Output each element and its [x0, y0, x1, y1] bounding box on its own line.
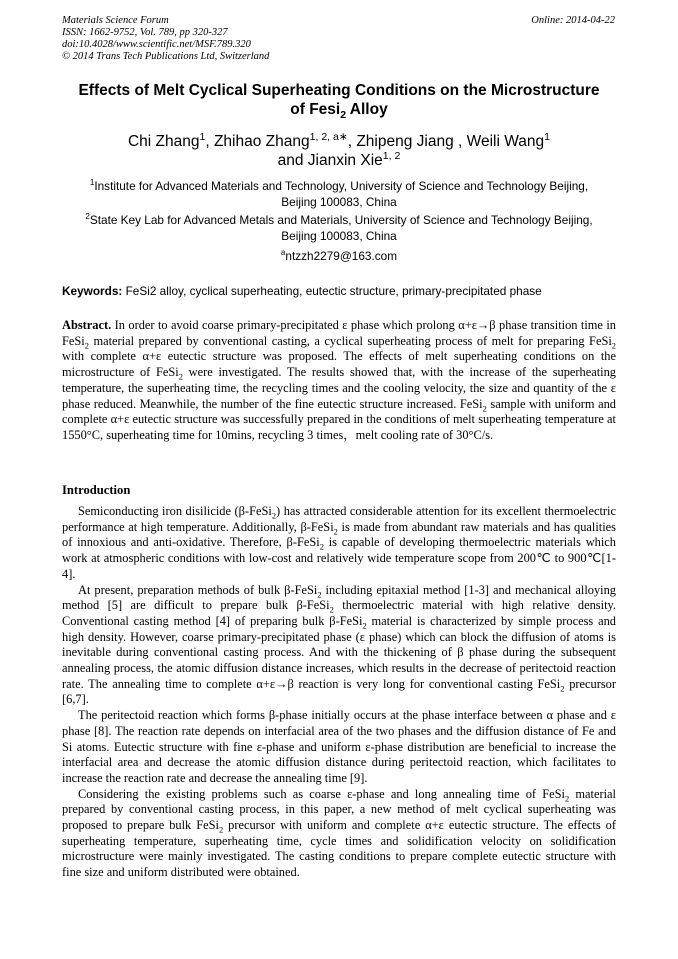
text: ) has attracted considerable attention for its excellent thermoelectric performance at high temperature. Additionally, β-FeSi — [62, 504, 616, 534]
abstract-text: In order to avoid coarse primary-precipitated ε phase which prolong α+ε→β phase transition time in FeSi — [62, 318, 616, 348]
subscript: 2 — [84, 340, 89, 351]
affiliation-text: Beijing 100083, China — [281, 195, 397, 209]
keywords-text: FeSi2 alloy, cyclical superheating, eutectic structure, primary-precipitated phase — [122, 284, 542, 298]
author-list — [62, 132, 616, 170]
text: is capable of developing thermoelectric materials which work at atmospheric conditions with low-cost and relatively wide temperature scope from 200℃ to 900℃[1-4]. — [62, 535, 616, 581]
subscript: 2 — [218, 824, 224, 835]
subscript: 2 — [329, 604, 334, 615]
text: Semiconducting iron disilicide (β-FeSi — [78, 504, 272, 518]
subscript: 2 — [560, 683, 565, 694]
affiliation-2 — [62, 212, 616, 244]
text: precursor with uniform and complete α+ε eutectic structure. The effects of superheating temperature, superheating time, cycle times and solidification velocity on solidification microstructure were mainly investigated. The casting conditions to prepare complete eutectic structure with fine size and uniform distributed were obtained. — [62, 818, 616, 880]
paragraph: The peritectoid reaction which forms β-phase initially occurs at the phase interface between α phase and ε phase [8]. The reaction rate depends on interfacial area of the two phases and the diffusion distance of Fe and Si atoms. Eutectic structure with fine ε-phase and uniform ε-phase distribution are beneficial to increase the interfacial area and decrease the atomic diffusion distance during peritectoid reaction, which facilitates to increase the reaction rate and decrease the annealing time [9]. — [62, 708, 616, 785]
affiliation-1 — [62, 178, 616, 210]
subscript: 2 — [317, 588, 322, 599]
paper-title — [62, 81, 616, 122]
journal-doi: doi:10.4028/www.scientific.net/MSF.789.320 — [62, 39, 251, 50]
abstract-text: were investigated. The results showed that, with the increase of the superheating temperature, the superheating time, the recycling times and the cooling velocity, the size and quantity of the ε phase reduced. Meanwhile, the number of the fine eutectic structure increased. FeSi — [62, 365, 617, 411]
affiliation-text: Beijing 100083, China — [281, 229, 397, 243]
subscript: 2 — [333, 526, 338, 537]
journal-header — [62, 15, 269, 63]
author-line-1 — [62, 132, 616, 151]
author-name: Chi Zhang — [127, 133, 200, 150]
affiliation-line — [62, 178, 616, 194]
paragraph — [62, 504, 616, 583]
subscript: 2 — [611, 340, 616, 351]
journal-name: Materials Science Forum — [62, 15, 169, 26]
text: Considering the existing problems such as coarse ε-phase and long annealing time of FeSi — [78, 786, 565, 801]
author-email — [62, 248, 616, 264]
text: is made from abundant raw materials and has qualities of innoxious and anti-oxidative. Therefore, β-FeSi — [62, 519, 616, 550]
text: material prepared by conventional casting process, in this paper, a new method of melt cyclical superheating was proposed to prepare bulk FeSi — [62, 786, 616, 833]
email-text: ntzzh2279@163.com — [285, 249, 398, 263]
author-line-2 — [62, 151, 616, 170]
keywords — [62, 284, 616, 298]
abstract-text: sample with uniform and complete α+ε eutectic structure was successfully prepared in the conditions of melt superheating temperature at 1550°C, superheating time for 10mins, recycling 3 times，melt cooling rate of 30°C/s. — [62, 396, 616, 442]
section-heading-introduction: Introduction — [62, 483, 131, 497]
email-sup: a — [280, 248, 286, 258]
text: material is characterized by simple process and high density. However, coarse primary-precipitated phase (ε phase) which can block the diffusion of atoms is inevitable during conventional casting process. And with the thickening of β phase during the subsequent annealing process, the atomic diffusion distance increases, which results in the decrease of peritectoid reaction rate. The annealing time to complete α+ε→β reaction is very long for conventional casting FeSi — [62, 613, 616, 691]
abstract — [62, 318, 616, 444]
author-sup: 1, 2, a∗ — [309, 130, 348, 143]
subscript: 2 — [362, 620, 367, 631]
subscript: 2 — [564, 793, 570, 804]
title-subscript: 2 — [340, 109, 347, 122]
subscript: 2 — [271, 510, 277, 521]
title-text: Alloy — [346, 101, 388, 118]
author-sup: 1, 2 — [382, 149, 401, 162]
author-sup: 1 — [199, 130, 206, 143]
text: thermoelectric material with high relative density. Conventional casting method [4] of preparing bulk β-FeSi — [62, 598, 617, 628]
affiliation-sup: 1 — [89, 178, 95, 188]
affiliation-text: State Key Lab for Advanced Metals and Materials, University of Science and Technology Beijing, — [89, 213, 593, 227]
author-name: , Zhipeng Jiang , Weili Wang — [347, 133, 545, 150]
text: precursor [6,7]. — [62, 676, 616, 707]
text: At present, preparation methods of bulk β-FeSi — [78, 582, 318, 597]
journal-copyright: © 2014 Trans Tech Publications Ltd, Switzerland — [62, 51, 270, 62]
affiliation-text: Institute for Advanced Materials and Technology, University of Science and Technology Beijing, — [94, 179, 589, 193]
subscript: 2 — [319, 541, 324, 552]
introduction-body — [62, 504, 616, 881]
abstract-label: Abstract. — [62, 318, 112, 332]
title-text: of Fesi — [290, 101, 341, 118]
affiliation-sup: 2 — [85, 212, 90, 222]
keywords-label: Keywords: — [62, 284, 123, 298]
journal-issn: ISSN: 1662-9752, Vol. 789, pp 320-327 — [62, 27, 228, 38]
author-name: , Zhihao Zhang — [205, 133, 310, 150]
subscript: 2 — [178, 371, 183, 382]
author-name: and Jianxin Xie — [277, 152, 383, 169]
text: including epitaxial method [1-3] and mechanical alloying method [5] are difficult to prepare bulk β-FeSi — [62, 582, 616, 613]
title-line-2 — [62, 100, 616, 122]
author-sup: 1 — [544, 130, 551, 143]
abstract-text: material prepared by conventional casting, a cyclical superheating process of melt for preparing FeSi — [88, 333, 612, 348]
paragraph — [62, 787, 616, 881]
title-line-1: Effects of Melt Cyclical Superheating Conditions on the Microstructure — [78, 82, 600, 99]
abstract-text: with complete α+ε eutectic structure was proposed. The effects of melt superheating conditions on the microstructure of FeSi — [62, 349, 616, 380]
subscript: 2 — [482, 402, 487, 413]
affiliation-line — [62, 212, 616, 228]
paragraph — [62, 583, 616, 709]
online-date: Online: 2014-04-22 — [531, 15, 615, 26]
